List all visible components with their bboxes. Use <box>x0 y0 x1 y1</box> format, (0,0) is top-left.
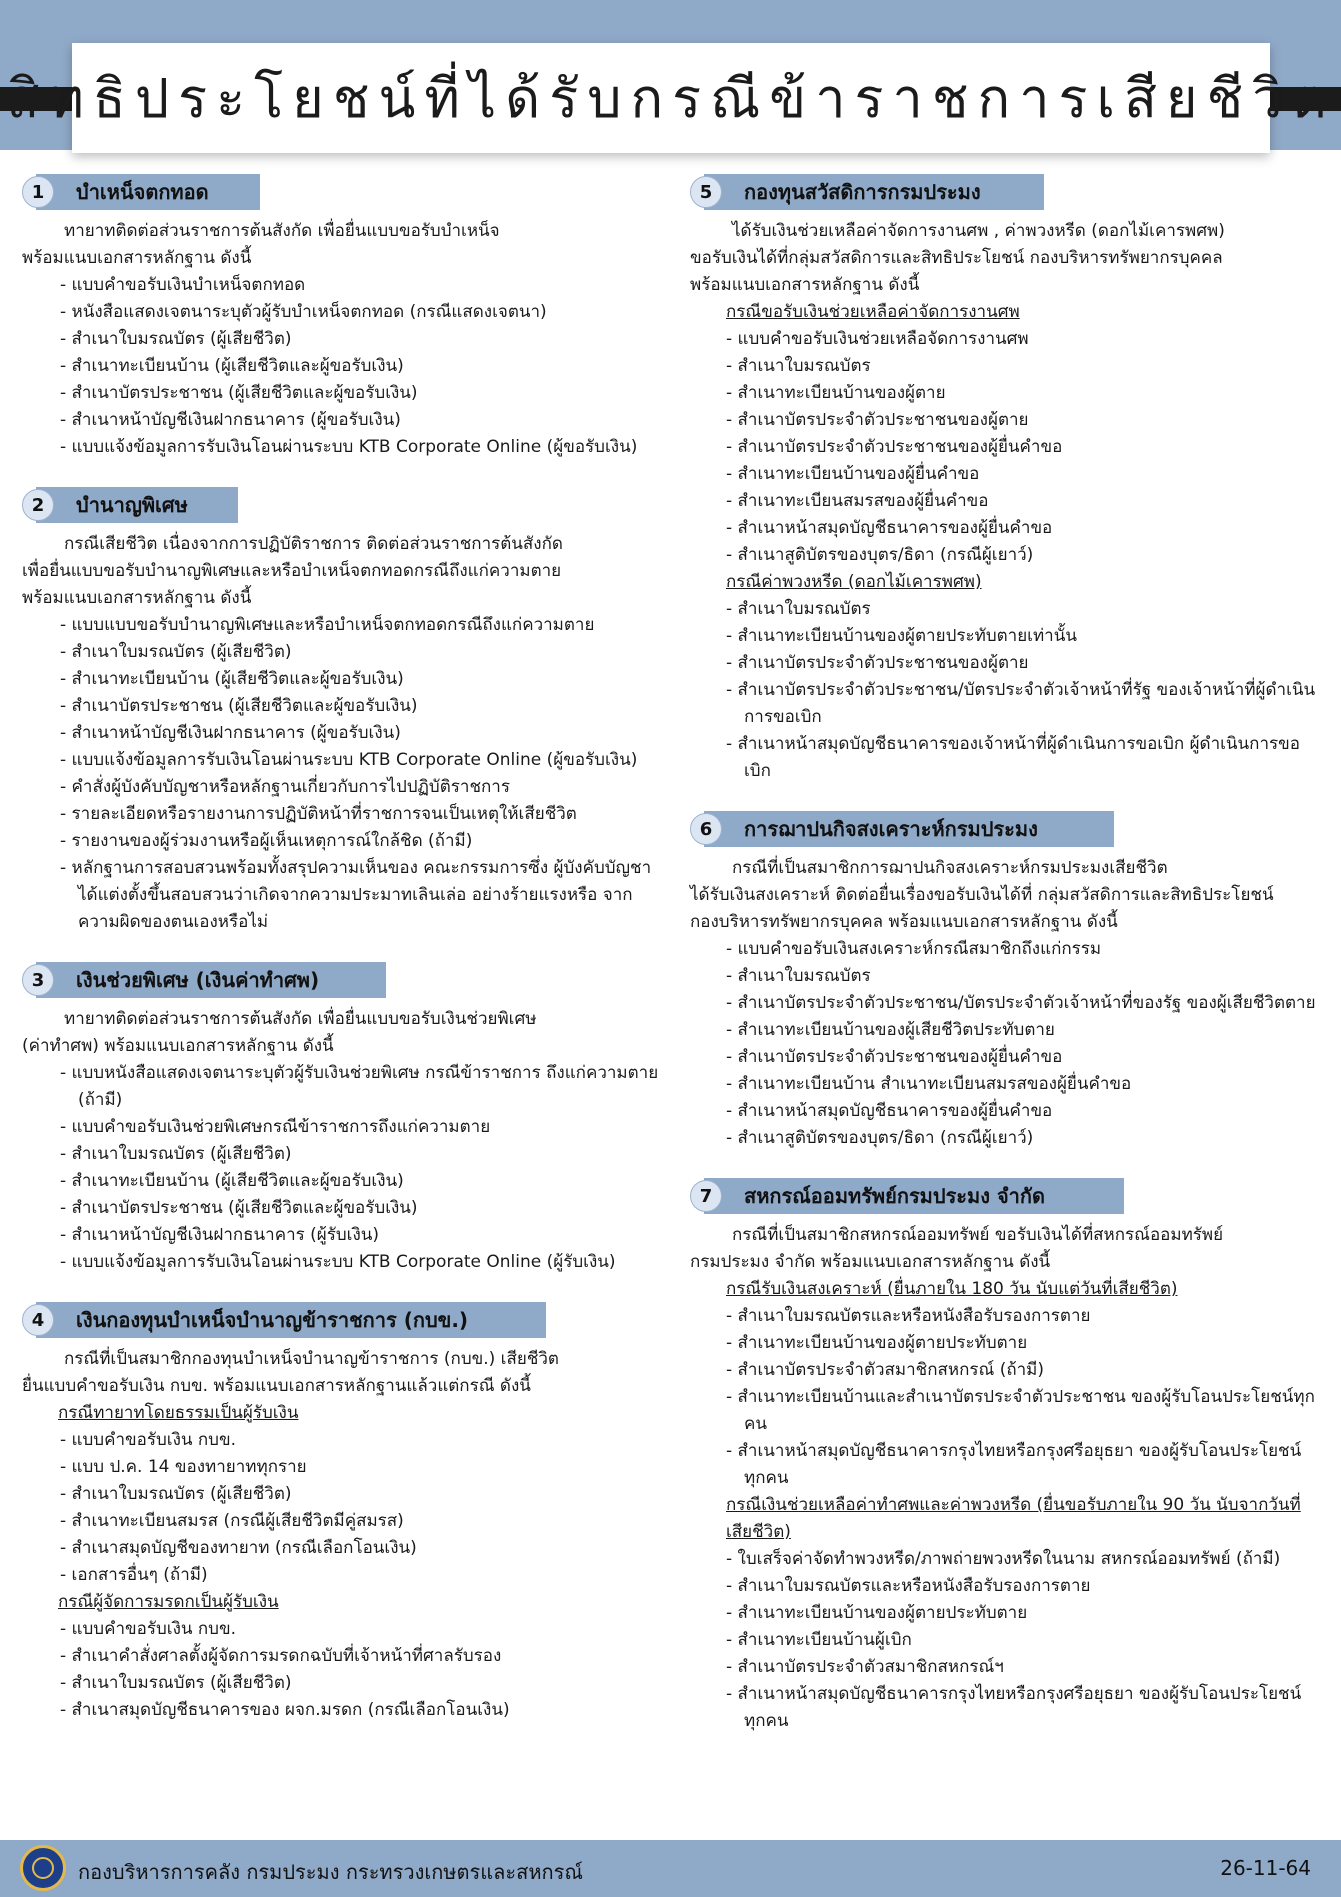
list-item: - สำเนาใบมรณบัตร (ผู้เสียชีวิต) <box>60 1481 662 1508</box>
list-item: - แบบแจ้งข้อมูลการรับเงินโอนผ่านระบบ KTB Corporate Online (ผู้รับเงิน) <box>60 1249 662 1276</box>
list-item: - สำเนาบัตรประชาชน (ผู้เสียชีวิตและผู้ขอรับเงิน) <box>60 693 662 720</box>
department-seal-icon <box>20 1845 66 1891</box>
list-item: - สำเนาหน้าสมุดบัญชีธนาคารกรุงไทยหรือกรุงศรีอยุธยา ของผู้รับโอนประโยชน์ทุกคน <box>726 1681 1320 1735</box>
section-number-badge: 2 <box>22 489 54 521</box>
list-item: - สำเนาใบมรณบัตร (ผู้เสียชีวิต) <box>60 1670 662 1697</box>
list-item: - สำเนาสูติบัตรของบุตร/ธิดา (กรณีผู้เยาว์) <box>726 1125 1320 1152</box>
section-title: การฌาปนกิจสงเคราะห์กรมประมง <box>744 817 1038 841</box>
intro-line: กรณีที่เป็นสมาชิกการฌาปนกิจสงเคราะห์กรมประมงเสียชีวิต <box>732 858 1168 878</box>
subsection-heading: กรณีทายาทโดยธรรมเป็นผู้รับเงิน <box>58 1403 299 1423</box>
footer-bar <box>0 1840 1341 1897</box>
list-item: - รายงานของผู้ร่วมงานหรือผู้เห็นเหตุการณ์ใกล้ชิด (ถ้ามี) <box>60 828 662 855</box>
list-item: - สำเนาบัตรประจำตัวประชาชนของผู้ยื่นคำขอ <box>726 434 1320 461</box>
footer-date: 26-11-64 <box>1220 1856 1311 1880</box>
list-item: - แบบแจ้งข้อมูลการรับเงินโอนผ่านระบบ KTB Corporate Online (ผู้ขอรับเงิน) <box>60 747 662 774</box>
page-title: สิทธิประโยชน์ที่ได้รับกรณีข้าราชการเสียชีวิต <box>6 67 1336 130</box>
list-item: - สำเนาทะเบียนบ้านของผู้ตาย <box>726 380 1320 407</box>
list-item: - สำเนาบัตรประชาชน (ผู้เสียชีวิตและผู้ขอรับเงิน) <box>60 380 662 407</box>
section-title: กองทุนสวัสดิการกรมประมง <box>744 180 981 204</box>
subsection-heading: กรณีค่าพวงหรีด (ดอกไม้เคารพศพ) <box>726 572 982 592</box>
list-item: - สำเนาทะเบียนบ้าน สำเนาทะเบียนสมรสของผู้ยื่นคำขอ <box>726 1071 1320 1098</box>
list-item: - สำเนาคำสั่งศาลตั้งผู้จัดการมรดกฉบับที่เจ้าหน้าที่ศาลรับรอง <box>60 1643 662 1670</box>
document-list <box>22 1060 662 1276</box>
list-item: - สำเนาหน้าสมุดบัญชีธนาคารกรุงไทยหรือกรุงศรีอยุธยา ของผู้รับโอนประโยชน์ทุกคน <box>726 1438 1320 1492</box>
list-item: - สำเนาสมุดบัญชีของทายาท (กรณีเลือกโอนเงิน) <box>60 1535 662 1562</box>
list-item: - รายละเอียดหรือรายงานการปฏิบัติหน้าที่ราชการจนเป็นเหตุให้เสียชีวิต <box>60 801 662 828</box>
intro-line: ได้รับเงินสงเคราะห์ ติดต่อยื่นเรื่องขอรับเงินได้ที่ กลุ่มสวัสดิการและสิทธิประโยชน์ <box>690 885 1274 905</box>
section-title: บำเหน็จตกทอด <box>76 180 209 204</box>
list-item: - สำเนาใบมรณบัตรและหรือหนังสือรับรองการตาย <box>726 1303 1320 1330</box>
document-list <box>22 272 662 461</box>
list-item: - สำเนาบัตรประจำตัวประชาชน/บัตรประจำตัวเจ้าหน้าที่รัฐ ของเจ้าหน้าที่ผู้ดำเนินการขอเบิก <box>726 677 1320 731</box>
section-title-bar <box>704 1178 1124 1214</box>
list-item: - แบบแบบขอรับบำนาญพิเศษและหรือบำเหน็จตกทอดกรณีถึงแก่ความตาย <box>60 612 662 639</box>
list-item: - แบบคำขอรับเงินสงเคราะห์กรณีสมาชิกถึงแก่กรรม <box>726 936 1320 963</box>
list-item: - แบบคำขอรับเงิน กบข. <box>60 1427 662 1454</box>
list-item: - สำเนาหน้าสมุดบัญชีธนาคารของผู้ยื่นคำขอ <box>726 1098 1320 1125</box>
list-item: - สำเนาทะเบียนบ้าน (ผู้เสียชีวิตและผู้ขอรับเงิน) <box>60 1168 662 1195</box>
footer-organization: กองบริหารการคลัง กรมประมง กระทรวงเกษตรและสหกรณ์ <box>78 1860 583 1884</box>
list-item: - สำเนาบัตรประจำตัวประชาชนของผู้ยื่นคำขอ <box>726 1044 1320 1071</box>
section-title-bar <box>36 962 386 998</box>
list-item: - สำเนาสมุดบัญชีธนาคารของ ผจก.มรดก (กรณีเลือกโอนเงิน) <box>60 1697 662 1724</box>
list-item: - สำเนาทะเบียนบ้านและสำเนาบัตรประจำตัวประชาชน ของผู้รับโอนประโยชน์ทุกคน <box>726 1384 1320 1438</box>
list-item: - สำเนาใบมรณบัตร <box>726 963 1320 990</box>
intro-line: กรณีที่เป็นสมาชิกสหกรณ์ออมทรัพย์ ขอรับเงินได้ที่สหกรณ์ออมทรัพย์ <box>732 1225 1224 1245</box>
list-item: - สำเนาทะเบียนสมรส (กรณีผู้เสียชีวิตมีคู่สมรส) <box>60 1508 662 1535</box>
section-header <box>690 172 1320 210</box>
section-number-badge: 7 <box>690 1180 722 1212</box>
list-item: - สำเนาใบมรณบัตร (ผู้เสียชีวิต) <box>60 1141 662 1168</box>
subsection-heading: กรณีผู้จัดการมรดกเป็นผู้รับเงิน <box>58 1592 279 1612</box>
subsection-heading: กรณีรับเงินสงเคราะห์ (ยื่นภายใน 180 วัน นับแต่วันที่เสียชีวิต) <box>726 1279 1178 1299</box>
list-item: - สำเนาบัตรประจำตัวประชาชนของผู้ตาย <box>726 407 1320 434</box>
list-item: - สำเนาทะเบียนบ้านของผู้เสียชีวิตประทับตาย <box>726 1017 1320 1044</box>
document-list <box>690 936 1320 1152</box>
list-item: - สำเนาทะเบียนบ้านของผู้ยื่นคำขอ <box>726 461 1320 488</box>
section-header <box>690 1176 1320 1214</box>
list-item: - ใบเสร็จค่าจัดทำพวงหรีด/ภาพถ่ายพวงหรีดในนาม สหกรณ์ออมทรัพย์ (ถ้ามี) <box>726 1546 1320 1573</box>
section-title-bar <box>36 487 238 523</box>
section-intro <box>690 218 1320 299</box>
section-2 <box>22 485 662 936</box>
list-item: - สำเนาสูติบัตรของบุตร/ธิดา (กรณีผู้เยาว์) <box>726 542 1320 569</box>
section-header <box>22 172 662 210</box>
list-item: - สำเนาทะเบียนบ้านของผู้ตายประทับตาย <box>726 1600 1320 1627</box>
list-item: - สำเนาบัตรประชาชน (ผู้เสียชีวิตและผู้ขอรับเงิน) <box>60 1195 662 1222</box>
intro-line: ทายาทติดต่อส่วนราชการต้นสังกัด เพื่อยื่นแบบขอรับบำเหน็จ <box>64 221 500 241</box>
document-list <box>690 1303 1320 1492</box>
intro-line: กรมประมง จำกัด พร้อมแนบเอกสารหลักฐาน ดังนี้ <box>690 1252 1051 1272</box>
section-number-badge: 4 <box>22 1304 54 1336</box>
list-item: - สำเนาใบมรณบัตร <box>726 596 1320 623</box>
section-header <box>22 1300 662 1338</box>
list-item: - สำเนาทะเบียนบ้าน (ผู้เสียชีวิตและผู้ขอรับเงิน) <box>60 666 662 693</box>
intro-line: กรณีที่เป็นสมาชิกกองทุนบำเหน็จบำนาญข้าราชการ (กบข.) เสียชีวิต <box>64 1349 559 1369</box>
section-number-badge: 1 <box>22 176 54 208</box>
section-intro <box>22 1346 662 1400</box>
intro-line: พร้อมแนบเอกสารหลักฐาน ดังนี้ <box>22 588 252 608</box>
list-item: - สำเนาทะเบียนบ้าน (ผู้เสียชีวิตและผู้ขอรับเงิน) <box>60 353 662 380</box>
section-title: สหกรณ์ออมทรัพย์กรมประมง จำกัด <box>744 1184 1046 1208</box>
section-title-bar <box>36 1302 546 1338</box>
list-item: - เอกสารอื่นๆ (ถ้ามี) <box>60 1562 662 1589</box>
section-intro <box>22 1006 662 1060</box>
list-item: - สำเนาบัตรประจำตัวสมาชิกสหกรณ์ (ถ้ามี) <box>726 1357 1320 1384</box>
section-intro <box>690 855 1320 936</box>
section-title: เงินช่วยพิเศษ (เงินค่าทำศพ) <box>76 968 320 992</box>
list-item: - แบบแจ้งข้อมูลการรับเงินโอนผ่านระบบ KTB Corporate Online (ผู้ขอรับเงิน) <box>60 434 662 461</box>
list-item: - สำเนาหน้าสมุดบัญชีธนาคารของผู้ยื่นคำขอ <box>726 515 1320 542</box>
section-intro <box>22 218 662 272</box>
subsection-heading: กรณีเงินช่วยเหลือค่าทำศพและค่าพวงหรีด (ยื่นขอรับภายใน 90 วัน นับจากวันที่เสียชีวิต) <box>726 1495 1301 1542</box>
intro-line: ทายาทติดต่อส่วนราชการต้นสังกัด เพื่อยื่นแบบขอรับเงินช่วยพิเศษ <box>64 1009 537 1029</box>
list-item: - สำเนาใบมรณบัตร (ผู้เสียชีวิต) <box>60 326 662 353</box>
section-header <box>22 485 662 523</box>
list-item: - หนังสือแสดงเจตนาระบุตัวผู้รับบำเหน็จตกทอด (กรณีแสดงเจตนา) <box>60 299 662 326</box>
document-list <box>690 326 1320 569</box>
list-item: - สำเนาหน้าสมุดบัญชีธนาคารของเจ้าหน้าที่ผู้ดำเนินการขอเบิก ผู้ดำเนินการขอเบิก <box>726 731 1320 785</box>
section-intro <box>22 531 662 612</box>
list-item: - สำเนาหน้าบัญชีเงินฝากธนาคาร (ผู้รับเงิน) <box>60 1222 662 1249</box>
intro-line: ขอรับเงินได้ที่กลุ่มสวัสดิการและสิทธิประโยชน์ กองบริหารทรัพยากรบุคคล <box>690 248 1223 268</box>
intro-line: ยื่นแบบคำขอรับเงิน กบข. พร้อมแนบเอกสารหลักฐานแล้วแต่กรณี ดังนี้ <box>22 1376 531 1396</box>
document-list <box>690 1546 1320 1735</box>
section-title-bar <box>36 174 260 210</box>
list-item: - สำเนาใบมรณบัตร (ผู้เสียชีวิต) <box>60 639 662 666</box>
list-item: - สำเนาใบมรณบัตรและหรือหนังสือรับรองการตาย <box>726 1573 1320 1600</box>
section-1 <box>22 172 662 461</box>
section-header <box>690 809 1320 847</box>
right-column <box>690 172 1320 1759</box>
section-title-bar <box>704 811 1114 847</box>
list-item: - แบบคำขอรับเงินบำเหน็จตกทอด <box>60 272 662 299</box>
list-item: - แบบคำขอรับเงินช่วยพิเศษกรณีข้าราชการถึงแก่ความตาย <box>60 1114 662 1141</box>
section-header <box>22 960 662 998</box>
intro-line: เพื่อยื่นแบบขอรับบำนาญพิเศษและหรือบำเหน็จตกทอดกรณีถึงแก่ความตาย <box>22 561 562 581</box>
list-item: - สำเนาทะเบียนสมรสของผู้ยื่นคำขอ <box>726 488 1320 515</box>
intro-line: (ค่าทำศพ) พร้อมแนบเอกสารหลักฐาน ดังนี้ <box>22 1036 334 1056</box>
section-number-badge: 6 <box>690 813 722 845</box>
list-item: - หลักฐานการสอบสวนพร้อมทั้งสรุปความเห็นของ คณะกรรมการซึ่ง ผู้บังคับบัญชาได้แต่งตั้งขึ้นสอบสวนว่าเกิดจากความประมาทเลินเล่อ อย่างร้ายแรงหรือ จากความผิดของตนเองหรือไม่ <box>60 855 662 936</box>
section-number-badge: 3 <box>22 964 54 996</box>
list-item: - สำเนาหน้าบัญชีเงินฝากธนาคาร (ผู้ขอรับเงิน) <box>60 720 662 747</box>
section-title: เงินกองทุนบำเหน็จบำนาญข้าราชการ (กบข.) <box>76 1308 469 1332</box>
list-item: - แบบคำขอรับเงินช่วยเหลือจัดการงานศพ <box>726 326 1320 353</box>
section-3 <box>22 960 662 1276</box>
intro-line: กองบริหารทรัพยากรบุคคล พร้อมแนบเอกสารหลักฐาน ดังนี้ <box>690 912 1118 932</box>
section-5 <box>690 172 1320 785</box>
list-item: - สำเนาบัตรประจำตัวสมาชิกสหกรณ์ฯ <box>726 1654 1320 1681</box>
section-title-bar <box>704 174 1044 210</box>
list-item: - สำเนาทะเบียนบ้านของผู้ตายประทับตาย <box>726 1330 1320 1357</box>
left-column <box>22 172 662 1748</box>
intro-line: กรณีเสียชีวิต เนื่องจากการปฏิบัติราชการ ติดต่อส่วนราชการต้นสังกัด <box>64 534 563 554</box>
title-card <box>6 43 1336 153</box>
list-item: - สำเนาทะเบียนบ้านผู้เบิก <box>726 1627 1320 1654</box>
list-item: - สำเนาใบมรณบัตร <box>726 353 1320 380</box>
list-item: - แบบคำขอรับเงิน กบข. <box>60 1616 662 1643</box>
list-item: - แบบ ป.ค. 14 ของทายาททุกราย <box>60 1454 662 1481</box>
section-intro <box>690 1222 1320 1276</box>
list-item: - แบบหนังสือแสดงเจตนาระบุตัวผู้รับเงินช่วยพิเศษ กรณีข้าราชการ ถึงแก่ความตาย (ถ้ามี) <box>60 1060 662 1114</box>
intro-line: พร้อมแนบเอกสารหลักฐาน ดังนี้ <box>22 248 252 268</box>
section-number-badge: 5 <box>690 176 722 208</box>
document-list <box>690 596 1320 785</box>
list-item: - สำเนาบัตรประจำตัวประชาชนของผู้ตาย <box>726 650 1320 677</box>
intro-line: พร้อมแนบเอกสารหลักฐาน ดังนี้ <box>690 275 920 295</box>
list-item: - สำเนาหน้าบัญชีเงินฝากธนาคาร (ผู้ขอรับเงิน) <box>60 407 662 434</box>
section-7 <box>690 1176 1320 1735</box>
list-item: - สำเนาทะเบียนบ้านของผู้ตายประทับตายเท่านั้น <box>726 623 1320 650</box>
section-6 <box>690 809 1320 1152</box>
intro-line: ได้รับเงินช่วยเหลือค่าจัดการงานศพ , ค่าพวงหรีด (ดอกไม้เคารพศพ) <box>732 221 1225 241</box>
document-list <box>22 1616 662 1724</box>
subsection-heading: กรณีขอรับเงินช่วยเหลือค่าจัดการงานศพ <box>726 302 1020 322</box>
document-list <box>22 1427 662 1589</box>
list-item: - สำเนาบัตรประจำตัวประชาชน/บัตรประจำตัวเจ้าหน้าที่ของรัฐ ของผู้เสียชีวิตตาย <box>726 990 1320 1017</box>
document-list <box>22 612 662 936</box>
section-title: บำนาญพิเศษ <box>76 493 188 517</box>
section-4 <box>22 1300 662 1724</box>
list-item: - คำสั่งผู้บังคับบัญชาหรือหลักฐานเกี่ยวกับการไปปฏิบัติราชการ <box>60 774 662 801</box>
